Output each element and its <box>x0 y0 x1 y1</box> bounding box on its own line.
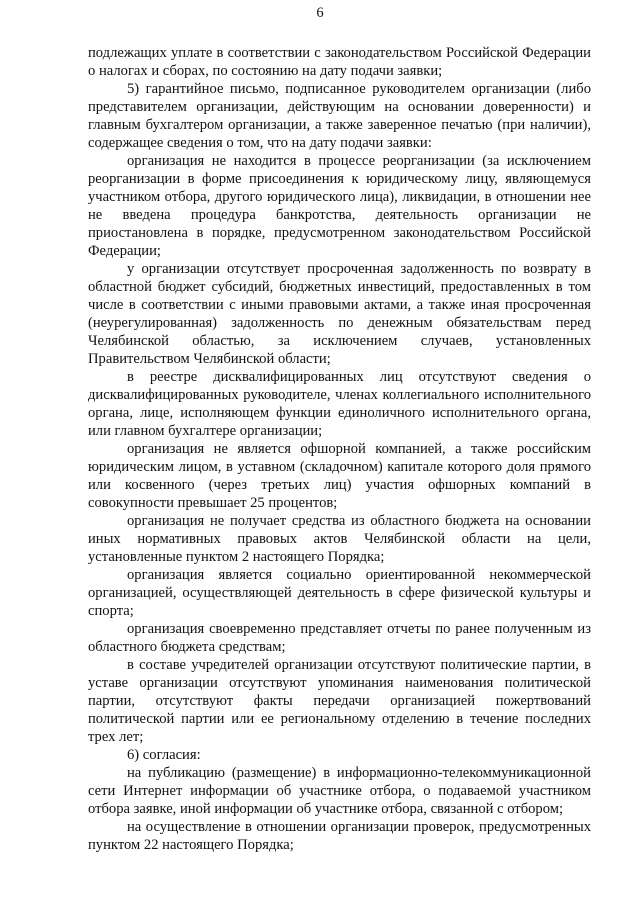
paragraph: организация своевременно представляет отчеты по ранее полученным из областного бюджета средствам; <box>88 621 591 655</box>
body-text <box>88 44 591 854</box>
paragraph: подлежащих уплате в соответствии с законодательством Российской Федерации о налогах и сборах, по состоянию на дату подачи заявки; <box>88 45 591 79</box>
paragraph: на публикацию (размещение) в информационно-телекоммуникационной сети Интернет информации об участнике отбора, о подаваемой участником отбора заявке, иной информации об участнике отбора, связанной с отбором; <box>88 765 591 817</box>
paragraph: организация не получает средства из областного бюджета на основании иных нормативных правовых актов Челябинской области на цели, установленные пунктом 2 настоящего Порядка; <box>88 513 591 565</box>
paragraph: у организации отсутствует просроченная задолженность по возврату в областной бюджет субсидий, бюджетных инвестиций, предоставленных в том числе в соответствии с иными правовыми актами, а также иная просроченная (неурегулированная) задолженность по денежным обязательствам перед Челябинской областью, за исключением случаев, установленных Правительством Челябинской области; <box>88 261 591 367</box>
paragraph: организация является социально ориентированной некоммерческой организацией, осуществляющей деятельность в сфере физической культуры и спорта; <box>88 567 591 619</box>
paragraph: на осуществление в отношении организации проверок, предусмотренных пунктом 22 настоящего Порядка; <box>88 819 591 853</box>
paragraph: 6) согласия: <box>127 747 201 763</box>
paragraph: в реестре дисквалифицированных лиц отсутствуют сведения о дисквалифицированных руководителе, членах коллегиального исполнительного органа, лице, исполняющем функции единоличного исполнительного органа, или главном бухгалтере организации; <box>88 369 591 439</box>
paragraph: организация не является офшорной компанией, а также российским юридическим лицом, в уставном (складочном) капитале которого доля прямого или косвенного (через третьих лиц) участия офшорных компаний в совокупности превышает 25 процентов; <box>88 441 591 511</box>
page-number: 6 <box>316 5 324 21</box>
paragraph: 5) гарантийное письмо, подписанное руководителем организации (либо представителем организации, действующим на основании доверенности) и главным бухгалтером организации, а также заверенное печатью (при наличии), содержащее сведения о том, что на дату подачи заявки: <box>88 81 591 151</box>
paragraph: организация не находится в процессе реорганизации (за исключением реорганизации в форме присоединения к юридическому лицу, являющемуся участником отбора, другого юридического лица), ликвидации, в отношении нее не введена процедура банкротства, деятельность организации не приостановлена в порядке, предусмотренном законодательством Российской Федерации; <box>88 153 591 259</box>
paragraph: в составе учредителей организации отсутствуют политические партии, в уставе организации отсутствуют упоминания наименования политической партии, отсутствуют факты передачи организацией пожертвований политической партии или ее региональному отделению в течение последних трех лет; <box>88 657 591 745</box>
